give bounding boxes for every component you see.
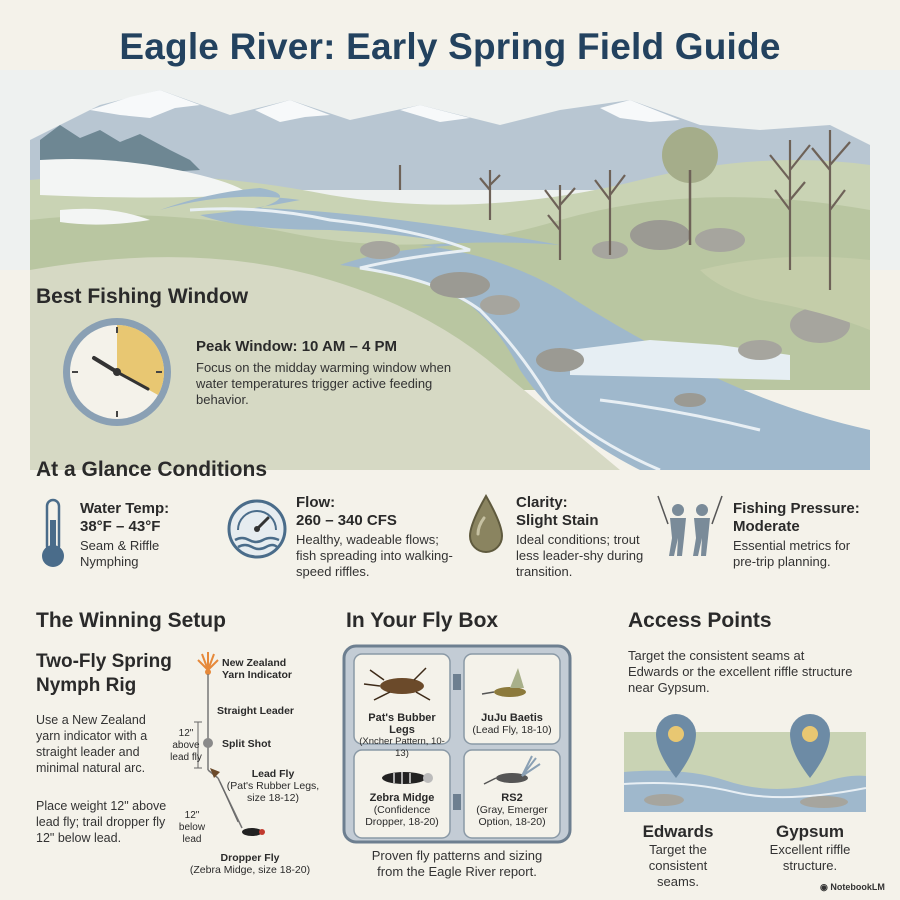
water-drop-icon <box>466 494 506 556</box>
indicator-label <box>222 657 292 681</box>
fly3-sub-2: Dropper, 18-20) <box>365 816 439 828</box>
clock-icon <box>58 313 176 431</box>
rig-title-line-2: Nymph Rig <box>36 675 137 696</box>
above-measure-line-2: above <box>172 740 200 751</box>
water-temp-label: Water Temp: <box>80 500 170 517</box>
fly4-sub-1: (Gray, Emerger <box>476 804 548 816</box>
flybox-heading: In Your Fly Box <box>346 609 499 632</box>
flybox-caption-line-1: Proven fly patterns and sizing <box>371 848 543 863</box>
flybox-caption-line-2: from the Eagle River report. <box>377 864 537 879</box>
access-description: Target the consistent seams at Edwards or the excellent riffle structure near Gypsum. <box>628 648 853 695</box>
brand-name: NotebookLM <box>830 882 885 892</box>
lead-fly-sub-2: size 18-12) <box>247 792 299 804</box>
flow-label: Flow: <box>296 494 336 511</box>
pressure-description: Essential metrics for pre-trip planning. <box>733 538 851 569</box>
fly2-name: JuJu Baetis <box>481 712 543 724</box>
below-measure-line-2: below <box>178 822 206 833</box>
anglers-icon <box>656 494 726 558</box>
split-shot-label: Split Shot <box>222 738 271 750</box>
fly2-label <box>464 712 560 736</box>
flow-value: 260 – 340 CFS <box>296 512 397 529</box>
above-measure-line-3: lead fly <box>170 752 202 763</box>
fly4-name: RS2 <box>501 792 523 804</box>
access-heading: Access Points <box>628 609 772 632</box>
pressure-label: Fishing Pressure: <box>733 500 860 517</box>
split-shot-icon <box>203 738 213 748</box>
clarity-description: Ideal conditions; trout less leader-shy during transition. <box>516 532 644 579</box>
flow-description: Healthy, wadeable flows; fish spreading into walking-speed riffles. <box>296 532 453 579</box>
fishing-window-heading: Best Fishing Window <box>36 285 249 308</box>
flow-gauge-icon <box>226 498 288 560</box>
below-measure-label <box>174 810 210 846</box>
above-measure-label <box>168 728 204 764</box>
dropper-fly-title: Dropper Fly <box>220 852 280 864</box>
notebooklm-logo-icon: ◉ <box>820 882 831 892</box>
clarity-label: Clarity: <box>516 494 568 511</box>
edwards-name: Edwards <box>642 822 714 841</box>
fly1-label <box>354 712 450 760</box>
gypsum-name: Gypsum <box>775 822 845 841</box>
fly4-label <box>464 792 560 828</box>
peak-window-label: Peak Window: 10 AM – 4 PM <box>196 338 398 355</box>
fly3-label <box>354 792 450 828</box>
rig-description-1: Use a New Zealand yarn indicator with a straight leader and minimal natural arc. <box>36 713 148 775</box>
rig-title <box>36 650 172 698</box>
water-temp-description: Seam & Riffle Nymphing <box>80 538 160 569</box>
lead-fly-sub-1: (Pat's Rubber Legs, <box>226 780 320 792</box>
edwards-desc-1: Target the <box>649 842 707 857</box>
peak-window-description: Focus on the midday warming window when water temperatures trigger active feeding behavior. <box>196 360 452 407</box>
gypsum-desc-2: structure. <box>782 858 838 873</box>
rig-title-line-1: Two-Fly Spring <box>36 651 172 672</box>
conditions-heading: At a Glance Conditions <box>36 458 268 481</box>
below-measure-line-3: lead <box>182 834 202 845</box>
thermometer-icon <box>36 498 70 570</box>
dropper-fly-icon <box>242 828 265 836</box>
access-map-illustration <box>624 712 866 812</box>
brand-watermark <box>820 882 885 893</box>
flybox-caption <box>342 848 572 880</box>
gypsum-access <box>758 822 862 874</box>
clarity-value: Slight Stain <box>516 512 599 529</box>
dropper-fly-sub: (Zebra Midge, size 18-20) <box>189 864 311 876</box>
below-measure-line-1: 12" <box>184 810 200 821</box>
leader-label: Straight Leader <box>217 705 295 717</box>
edwards-desc-2: consistent seams. <box>648 858 708 889</box>
lead-fly-title: Lead Fly <box>251 768 295 780</box>
lead-fly-label <box>218 768 328 804</box>
fly2-sub: (Lead Fly, 18-10) <box>472 724 552 736</box>
indicator-label-line-1: New Zealand <box>222 657 287 669</box>
fly3-name: Zebra Midge <box>369 792 435 804</box>
edwards-access <box>626 822 730 890</box>
dropper-fly-label <box>186 852 314 876</box>
above-measure-line-1: 12" <box>178 728 194 739</box>
fly1-name: Pat's Bubber Legs <box>368 712 436 736</box>
setup-heading: The Winning Setup <box>36 609 226 632</box>
fly1-sub: (Xncher Pattern, 10-13) <box>359 736 445 759</box>
yarn-indicator-icon <box>198 652 218 675</box>
page-title: Eagle River: Early Spring Field Guide <box>119 26 781 67</box>
rig-description-2: Place weight 12" above lead fly; trail dropper fly 12" below lead. <box>36 799 167 845</box>
fly4-sub-2: Option, 18-20) <box>478 816 546 828</box>
pressure-value: Moderate <box>733 518 800 535</box>
fly3-sub-1: (Confidence <box>373 804 431 816</box>
gypsum-desc-1: Excellent riffle <box>769 842 851 857</box>
zebra-midge-fly-icon <box>382 772 433 784</box>
water-temp-value: 38°F – 43°F <box>80 518 161 535</box>
indicator-label-line-2: Yarn Indicator <box>222 669 293 681</box>
